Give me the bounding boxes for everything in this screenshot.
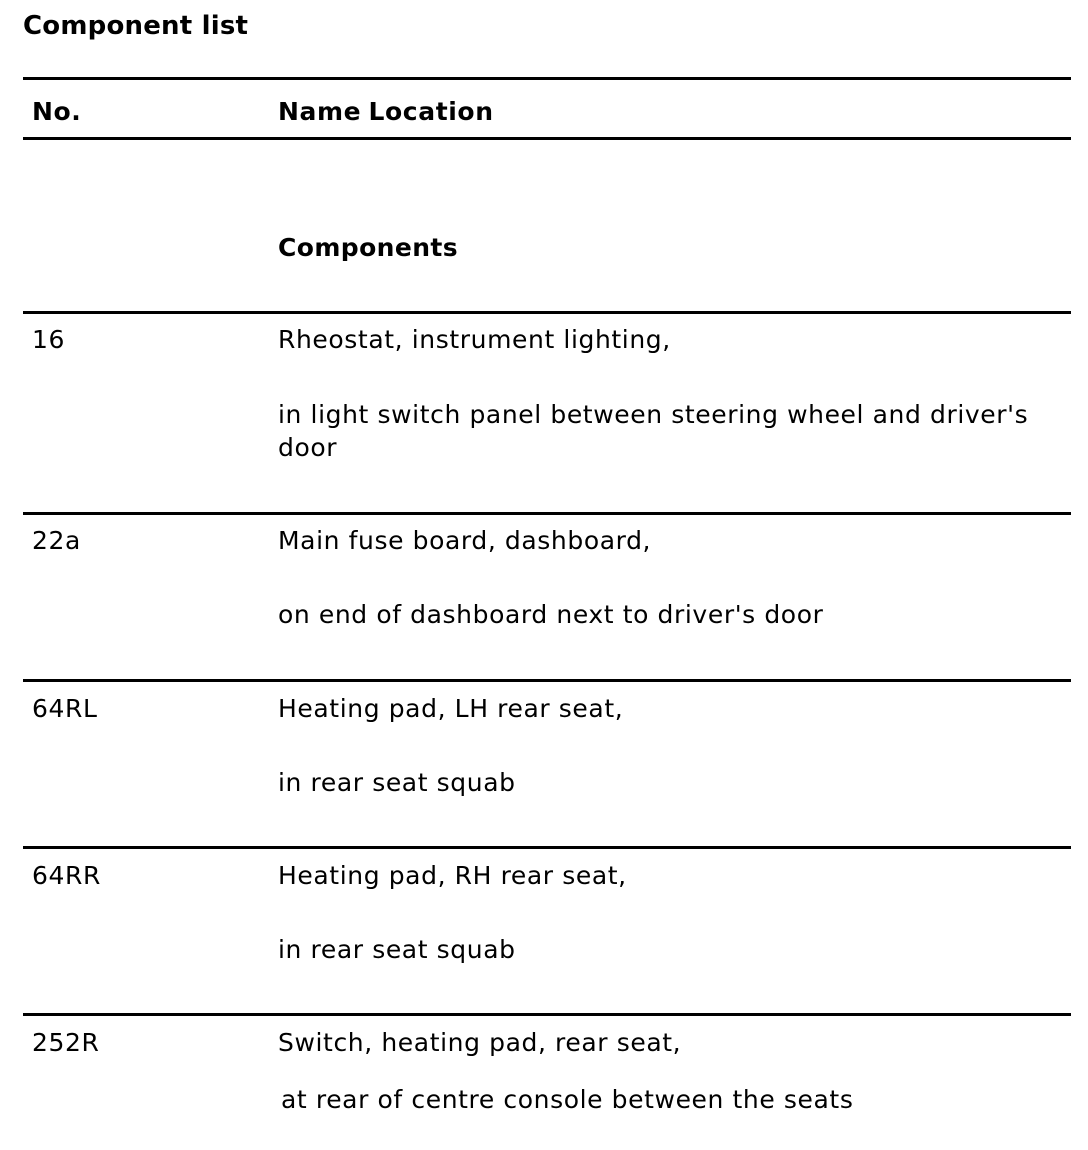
- component-location: on end of dashboard next to driver's door: [278, 600, 824, 629]
- component-name: Heating pad, RH rear seat,: [278, 861, 627, 890]
- page-title: Component list: [23, 11, 249, 41]
- column-header-no: No.: [32, 97, 82, 126]
- component-number: 22a: [32, 526, 81, 555]
- table-top-rule: [23, 77, 1071, 80]
- component-number: 252R: [32, 1028, 100, 1057]
- row-divider: [23, 311, 1071, 314]
- component-number: 64RL: [32, 694, 98, 723]
- header-bottom-rule: [23, 137, 1071, 140]
- component-location: in light switch panel between steering wheel and driver's door: [278, 400, 1029, 462]
- column-header-name-location: Name Location: [278, 97, 494, 126]
- row-divider: [23, 512, 1071, 515]
- component-location: at rear of centre console between the seats: [281, 1085, 854, 1114]
- component-number: 64RR: [32, 861, 101, 890]
- row-divider: [23, 1013, 1071, 1016]
- component-name: Rheostat, instrument lighting,: [278, 325, 671, 354]
- component-name: Heating pad, LH rear seat,: [278, 694, 624, 723]
- component-location: in rear seat squab: [278, 768, 516, 797]
- section-heading: Components: [278, 233, 459, 262]
- component-location: in rear seat squab: [278, 935, 516, 964]
- component-name: Main fuse board, dashboard,: [278, 526, 652, 555]
- component-name: Switch, heating pad, rear seat,: [278, 1028, 682, 1057]
- component-number: 16: [32, 325, 66, 354]
- row-divider: [23, 846, 1071, 849]
- row-divider: [23, 679, 1071, 682]
